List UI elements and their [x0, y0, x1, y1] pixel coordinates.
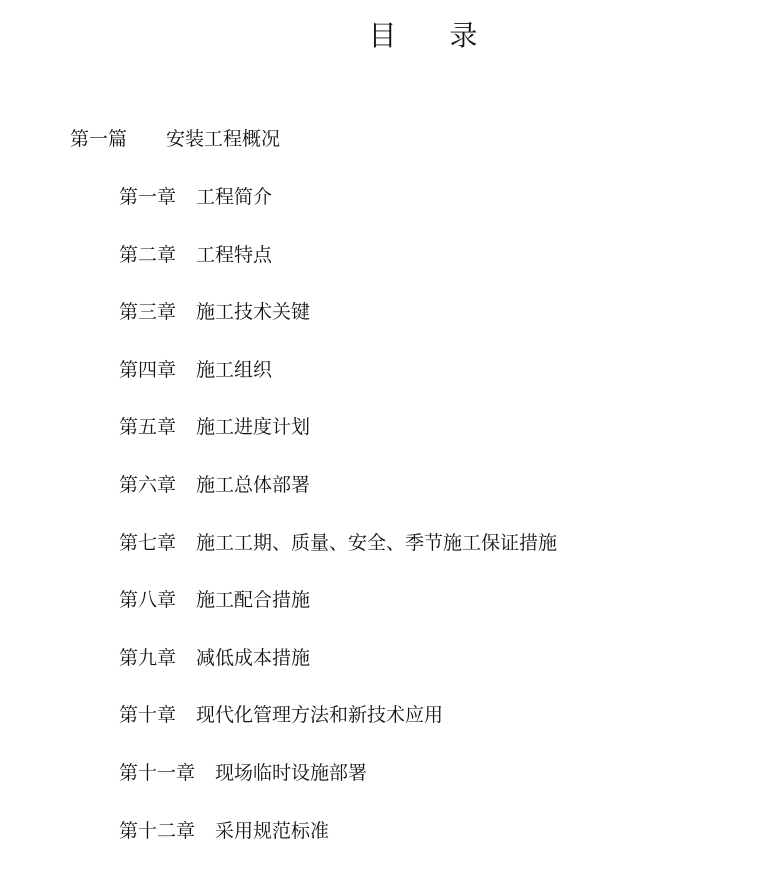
chapter-number: 第五章: [119, 416, 177, 439]
toc-entry: [119, 414, 557, 472]
chapter-title: 工程简介: [196, 186, 273, 208]
chapter-title: 施工组织: [196, 358, 273, 381]
chapter-title: 减低成本措施: [196, 646, 311, 669]
chapter-title: 施工总体部署: [196, 473, 311, 496]
toc-entry: [119, 472, 557, 530]
page-title: 目 录: [368, 19, 500, 52]
toc-entry: [119, 645, 557, 703]
part-number: 第一篇: [70, 128, 128, 150]
toc-entry: [119, 184, 557, 242]
toc-entry: [119, 530, 557, 588]
chapter-title: 施工进度计划: [196, 416, 311, 439]
chapter-number: 第七章: [119, 531, 177, 554]
toc-entry: [119, 299, 557, 357]
chapter-number: 第八章: [119, 589, 177, 612]
chapter-number: 第二章: [119, 243, 177, 266]
table-of-contents: [119, 184, 557, 875]
toc-entry: [119, 587, 557, 645]
chapter-title: 现代化管理方法和新技术应用: [196, 704, 444, 727]
chapter-number: 第十一章: [119, 761, 196, 784]
chapter-title: 现场临时设施部署: [215, 761, 368, 784]
toc-entry: [119, 760, 557, 818]
chapter-title: 采用规范标准: [215, 819, 330, 842]
toc-entry: [119, 357, 557, 415]
toc-entry: [119, 702, 557, 760]
chapter-title: 施工技术关键: [196, 301, 311, 324]
chapter-number: 第十二章: [119, 819, 196, 842]
chapter-title: 工程特点: [196, 243, 273, 266]
chapter-number: 第四章: [119, 358, 177, 381]
chapter-number: 第一章: [119, 186, 177, 208]
chapter-title: 施工配合措施: [196, 589, 311, 612]
part-title: 安装工程概况: [166, 128, 281, 150]
chapter-number: 第六章: [119, 473, 177, 496]
toc-entry: [119, 242, 557, 300]
chapter-number: 第九章: [119, 646, 177, 669]
toc-entry: [119, 818, 557, 875]
chapter-number: 第三章: [119, 301, 177, 324]
chapter-title: 施工工期、质量、安全、季节施工保证措施: [196, 531, 558, 554]
part-heading: [70, 126, 280, 152]
chapter-number: 第十章: [119, 704, 177, 727]
